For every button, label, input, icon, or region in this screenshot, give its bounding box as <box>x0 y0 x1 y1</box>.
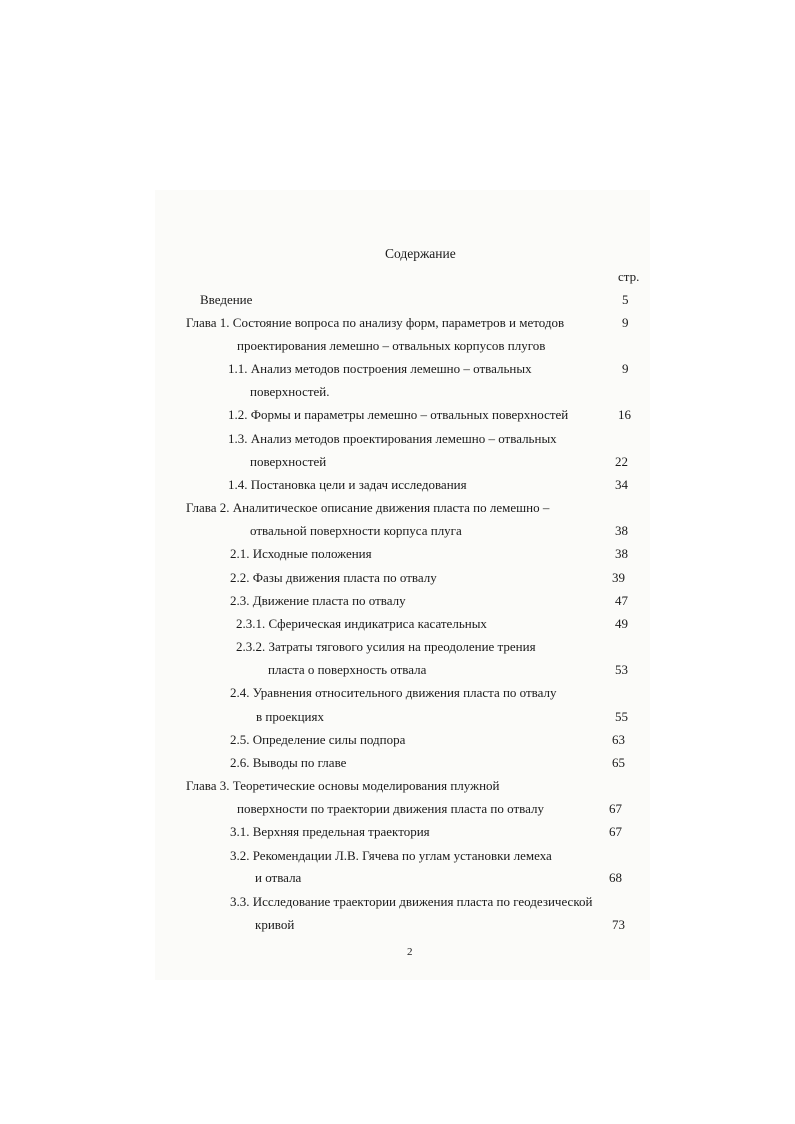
toc-entry-page: 68 <box>609 870 622 885</box>
toc-entry-text: 3.1. Верхняя предельная траектория <box>230 824 430 839</box>
toc-entry-page: 5 <box>622 292 629 307</box>
toc-entry-text: проектирования лемешно – отвальных корпусов плугов <box>237 338 546 353</box>
toc-entry-page: 65 <box>612 755 625 770</box>
toc-entry-text: поверхностей <box>250 454 327 469</box>
toc-entry-text: 2.4. Уравнения относительного движения пласта по отвалу <box>230 685 557 700</box>
toc-entry-page: 67 <box>609 824 622 839</box>
toc-entry-page: 9 <box>622 315 629 330</box>
toc-entry-page: 34 <box>615 477 628 492</box>
toc-entry-text: пласта о поверхность отвала <box>268 662 427 677</box>
toc-entry-text: 2.3. Движение пласта по отвалу <box>230 593 406 608</box>
page-number: 2 <box>407 946 413 958</box>
toc-entry-text: поверхности по траектории движения пласта по отвалу <box>237 801 544 816</box>
toc-entry-page: 53 <box>615 662 628 677</box>
toc-entry-text: Глава 2. Аналитическое описание движения пласта по лемешно – <box>186 500 550 515</box>
toc-entry-text: 2.2. Фазы движения пласта по отвалу <box>230 570 437 585</box>
toc-entry-page: 67 <box>609 801 622 816</box>
page-column-header: стр. <box>618 269 640 284</box>
toc-entry-page: 38 <box>615 546 628 561</box>
toc-entry-text: отвальной поверхности корпуса плуга <box>250 523 462 538</box>
toc-entry-text: и отвала <box>255 870 302 885</box>
toc-entry-text: 3.2. Рекомендации Л.В. Гячева по углам установки лемеха <box>230 848 552 863</box>
toc-entry-text: в проекциях <box>256 709 324 724</box>
toc-entry-text: 3.3. Исследование траектории движения пласта по геодезической <box>230 894 593 909</box>
toc-entry-text: 1.4. Постановка цели и задач исследования <box>228 477 467 492</box>
toc-entry-page: 39 <box>612 570 625 585</box>
toc-entry-page: 73 <box>612 917 625 932</box>
toc-entry-text: 2.5. Определение силы подпора <box>230 732 406 747</box>
toc-entry-text: 2.6. Выводы по главе <box>230 755 347 770</box>
toc-entry-page: 38 <box>615 523 628 538</box>
toc-entry-text: кривой <box>255 917 295 932</box>
toc-entry-page: 49 <box>615 616 628 631</box>
toc-entry-text: 1.2. Формы и параметры лемешно – отвальных поверхностей <box>228 407 569 422</box>
toc-entry-text: 2.1. Исходные положения <box>230 546 372 561</box>
toc-entry-page: 9 <box>622 361 629 376</box>
toc-entry-page: 47 <box>615 593 628 608</box>
toc-entry-text: Введение <box>200 292 253 307</box>
toc-entry-page: 63 <box>612 732 625 747</box>
toc-entry-text: 2.3.1. Сферическая индикатриса касательных <box>236 616 487 631</box>
toc-entry-text: Глава 3. Теоретические основы моделирования плужной <box>186 778 500 793</box>
toc-entry-text: 1.3. Анализ методов проектирования лемешно – отвальных <box>228 431 557 446</box>
toc-entry-page: 16 <box>618 407 631 422</box>
toc-entry-text: 1.1. Анализ методов построения лемешно – отвальных <box>228 361 532 376</box>
toc-entry-text: поверхностей. <box>250 384 330 399</box>
toc-entry-page: 55 <box>615 709 628 724</box>
toc-title: Содержание <box>385 246 456 261</box>
toc-entry-page: 22 <box>615 454 628 469</box>
toc-entry-text: Глава 1. Состояние вопроса по анализу форм, параметров и методов <box>186 315 565 330</box>
toc-entry-text: 2.3.2. Затраты тягового усилия на преодоление трения <box>236 639 536 654</box>
